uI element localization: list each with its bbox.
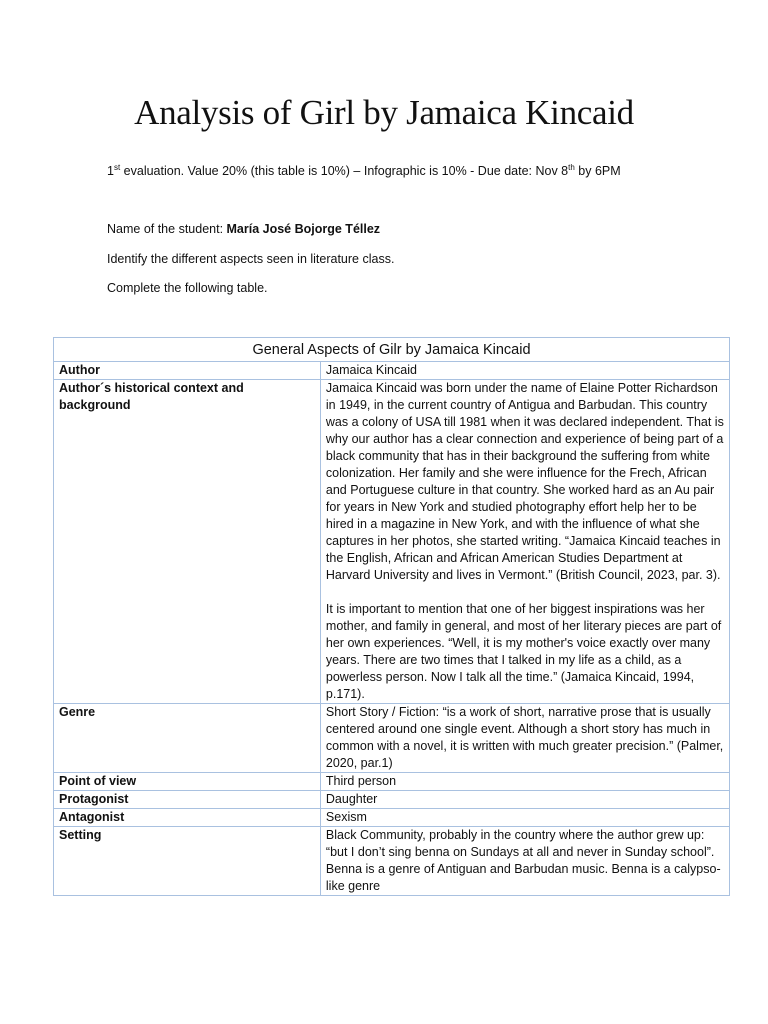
table-row (54, 362, 730, 380)
student-label: Name of the student: (107, 222, 227, 236)
row-label: Point of view (54, 773, 321, 791)
table-heading-row (54, 338, 730, 362)
row-label: Genre (54, 704, 321, 773)
row-value (320, 704, 729, 773)
row-label: Author (54, 362, 321, 380)
evaluation-line (107, 163, 621, 179)
row-paragraph: Short Story / Fiction: “is a work of short, narrative prose that is usually centered around one single event. Although a short story has much in common with a novel, it is written with much greater precision.” (Palmer, 2020, par.1) (325, 705, 724, 770)
row-label: Antagonist (54, 809, 321, 827)
student-name: María José Bojorge Téllez (226, 222, 381, 236)
table-row (54, 380, 730, 704)
instruction-identify: Identify the different aspects seen in literature class. (107, 252, 395, 266)
student-line (107, 221, 380, 237)
due-date-suffix: th (568, 163, 575, 172)
row-label: Author´s historical context and background (54, 380, 321, 704)
row-paragraph: Black Community, probably in the country where the author grew up: “but I don’t sing benna on Sundays at all and never in Sunday school”. Benna is a genre of Antiguan and Barbudan music. Benna is a calypso-like genre (325, 828, 721, 893)
document-title: Analysis of Girl by Jamaica Kincaid (134, 93, 634, 132)
row-paragraph: Third person (325, 774, 397, 788)
row-label: Protagonist (54, 791, 321, 809)
table-row (54, 773, 730, 791)
paragraph-gap (326, 584, 724, 601)
row-value (320, 362, 729, 380)
row-paragraph: Jamaica Kincaid was born under the name of Elaine Potter Richardson in 1949, in the current country of Antigua and Barbudan. This country was a colony of USA till 1981 when it was declared independent. That is why our author has a clear connection and experience of being part of a black community that has in their background the suffering from white colonization. Her family and she were influence for the Frech, African and Portuguese culture in that country. She worked hard as an Au pair for years in New York and studied photography effort help her to be hired in a magazine in New York, and with the influence of what she captures in her photos, she started writing. “Jamaica Kincaid teaches in the English, African and African American Studies Department at Harvard University and lives in Vermont.” (British Council, 2023, par. 3). (325, 381, 724, 582)
row-value (320, 791, 729, 809)
evaluation-text: evaluation. Value 20% (this table is 10%) – Infographic is 10% - Due date: Nov 8 (120, 164, 569, 178)
row-value (320, 380, 729, 704)
due-time: by 6PM (574, 164, 621, 178)
table-row (54, 704, 730, 773)
table-body (54, 362, 730, 896)
instruction-complete: Complete the following table. (107, 281, 268, 295)
row-label: Setting (54, 827, 321, 896)
row-paragraph: Sexism (325, 810, 367, 824)
evaluation-ordinal-suffix: st (113, 163, 121, 172)
row-value (320, 809, 729, 827)
row-paragraph: Daughter (325, 792, 378, 806)
aspects-table (53, 337, 730, 896)
evaluation-ordinal: 1 (107, 164, 114, 178)
row-value (320, 827, 729, 896)
table-heading: General Aspects of Gilr by Jamaica Kincaid (54, 338, 730, 362)
table-row (54, 827, 730, 896)
row-paragraph: It is important to mention that one of her biggest inspirations was her mother, and family in general, and most of her literary pieces are part of her own experiences. “Well, it is my mother's voice exactly over many years. There are two times that I talked in my life as a child, as a powerless person. Now I talk all the time.” (Jamaica Kincaid, 1994, p.171). (325, 602, 722, 701)
row-value (320, 773, 729, 791)
row-paragraph: Jamaica Kincaid (325, 363, 417, 377)
table-row (54, 809, 730, 827)
table-row (54, 791, 730, 809)
